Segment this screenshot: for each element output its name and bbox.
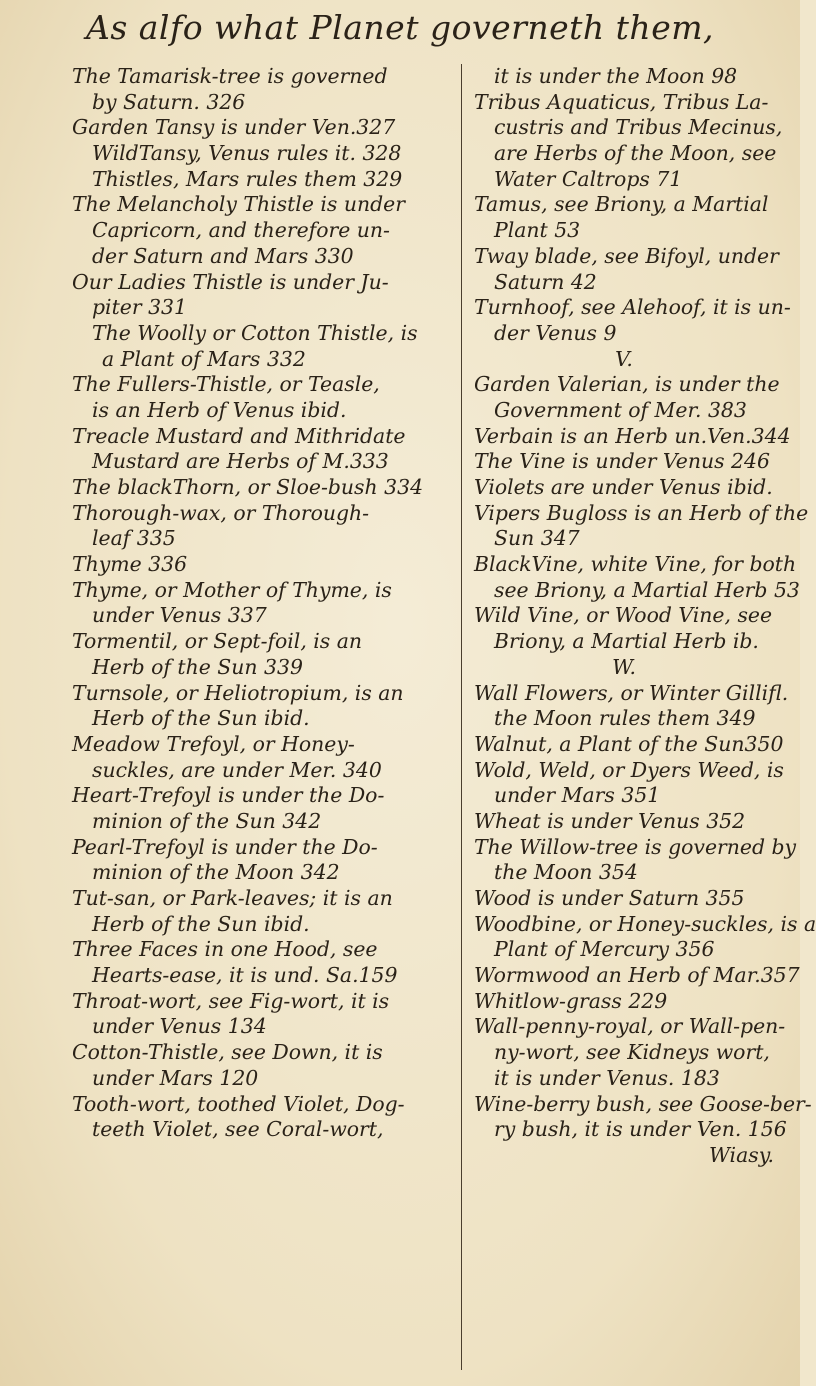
- index-entry: Herb of the Sun ibid.: [92, 911, 310, 936]
- index-entry: Our Ladies Thistle is under Ju-: [72, 269, 389, 294]
- index-entry: Capricorn, and therefore un-: [92, 218, 390, 243]
- index-entry: Briony, a Martial Herb ib.: [494, 629, 759, 654]
- index-entry: Herb of the Sun 339: [92, 654, 303, 679]
- index-entry: Tut-san, or Park-leaves; it is an: [72, 886, 393, 910]
- index-entry: The Melancholy Thistle is under: [72, 192, 405, 217]
- section-letter: V.: [615, 346, 633, 371]
- index-entry: Wood is under Saturn 355: [474, 886, 745, 910]
- index-entry: Cotton-Thistle, see Down, it is: [72, 1040, 383, 1065]
- index-entry: Tormentil, or Sept-foil, is an: [72, 629, 363, 654]
- index-entry: Tamus, see Briony, a Martial: [474, 192, 769, 217]
- index-entry: Wormwood an Herb of Mar.357: [474, 963, 800, 988]
- index-entry: Violets are under Venus ibid.: [474, 475, 773, 499]
- catchword: Wiasy.: [708, 1142, 774, 1167]
- index-entry: is an Herb of Venus ibid.: [92, 397, 347, 422]
- index-entry: minion of the Sun 342: [92, 808, 322, 833]
- index-entry: under Mars 351: [494, 783, 661, 808]
- index-entry: der Venus 9: [494, 320, 617, 345]
- index-entry: by Saturn. 326: [92, 89, 246, 114]
- index-entry: under Venus 134: [92, 1014, 267, 1039]
- index-entry: Pearl-Trefoyl is under the Do-: [72, 834, 378, 859]
- index-entry: ny-wort, see Kidneys wort,: [494, 1040, 770, 1065]
- index-entry: Wall-penny-royal, or Wall-pen-: [474, 1014, 786, 1039]
- index-entry: The Tamarisk-tree is governed: [72, 64, 388, 88]
- index-entry: the Moon 354: [494, 860, 638, 885]
- index-entry: leaf 335: [92, 526, 176, 551]
- index-entry: Verbain is an Herb un.Ven.344: [474, 423, 791, 448]
- index-entry: under Venus 337: [92, 603, 267, 628]
- index-entry: The Fullers-Thistle, or Teasle,: [72, 372, 380, 397]
- index-entry: Treacle Mustard and Mithridate: [72, 423, 406, 448]
- index-entry: Wold, Weld, or Dyers Weed, is: [474, 757, 784, 782]
- index-entry: Wheat is under Venus 352: [474, 808, 746, 833]
- index-entry: Garden Tansy is under Ven.327: [72, 115, 396, 140]
- index-entry: custris and Tribus Mecinus,: [494, 115, 783, 140]
- index-entry: Whitlow-grass 229: [474, 988, 668, 1013]
- index-entry: Wall Flowers, or Winter Gillifl.: [474, 680, 789, 705]
- index-entry: Mustard are Herbs of M.333: [92, 449, 389, 474]
- index-entry: the Moon rules them 349: [494, 706, 756, 731]
- index-entry: Herb of the Sun ibid.: [92, 706, 310, 731]
- index-entry: Three Faces in one Hood, see: [72, 937, 378, 962]
- index-entry: Thyme, or Mother of Thyme, is: [72, 577, 392, 602]
- index-entry: Thorough-wax, or Thorough-: [72, 500, 370, 525]
- index-entry: under Mars 120: [92, 1065, 259, 1090]
- index-entry: Tribus Aquaticus, Tribus La-: [474, 89, 769, 114]
- index-entry: it is under the Moon 98: [494, 64, 738, 88]
- index-entry: Thyme 336: [72, 552, 188, 577]
- index-entry: teeth Violet, see Coral-wort,: [92, 1117, 384, 1142]
- left-column: [72, 64, 450, 1143]
- index-entry: Vipers Bugloss is an Herb of the: [474, 500, 809, 525]
- index-entry: The Vine is under Venus 246: [474, 449, 770, 474]
- section-letter: W.: [612, 654, 636, 679]
- index-entry: are Herbs of the Moon, see: [494, 141, 777, 166]
- column-divider: [461, 64, 462, 1370]
- index-entry: Hearts-ease, it is und. Sa.159: [92, 963, 398, 988]
- index-entry: Turnhoof, see Alehoof, it is un-: [474, 295, 791, 320]
- index-entry: Saturn 42: [494, 269, 597, 294]
- index-entry: Sun 347: [494, 526, 580, 551]
- index-entry: Tway blade, see Bifoyl, under: [474, 243, 779, 268]
- index-entry: Heart-Trefoyl is under the Do-: [72, 783, 385, 808]
- index-entry: Plant of Mercury 356: [494, 937, 715, 962]
- index-entry: Wine-berry bush, see Goose-ber-: [474, 1091, 812, 1116]
- index-entry: Walnut, a Plant of the Sun350: [474, 731, 784, 756]
- index-entry: Turnsole, or Heliotropium, is an: [72, 680, 404, 705]
- index-entry: it is under Venus. 183: [494, 1065, 720, 1090]
- index-entry: The blackThorn, or Sloe-bush 334: [72, 475, 424, 499]
- index-entry: Thistles, Mars rules them 329: [92, 166, 403, 191]
- index-entry: BlackVine, white Vine, for both: [474, 552, 797, 577]
- page-header: As alfo what Planet governeth them,: [86, 8, 714, 47]
- index-entry: Plant 53: [494, 218, 581, 243]
- index-entry: ry bush, it is under Ven. 156: [494, 1117, 787, 1142]
- index-entry: der Saturn and Mars 330: [92, 243, 354, 268]
- index-entry: suckles, are under Mer. 340: [92, 757, 382, 782]
- index-entry: The Willow-tree is governed by: [474, 834, 797, 859]
- index-entry: Government of Mer. 383: [494, 397, 747, 422]
- index-entry: piter 331: [92, 295, 187, 320]
- index-entry: Tooth-wort, toothed Violet, Dog-: [72, 1091, 405, 1116]
- right-column: [474, 64, 816, 1169]
- index-entry: The Woolly or Cotton Thistle, is: [92, 320, 418, 345]
- index-entry: WildTansy, Venus rules it. 328: [92, 141, 402, 166]
- index-entry: Water Caltrops 71: [494, 166, 683, 191]
- index-entry: a Plant of Mars 332: [102, 346, 306, 371]
- index-entry: Throat-wort, see Fig-wort, it is: [72, 988, 390, 1013]
- index-entry: Wild Vine, or Wood Vine, see: [474, 603, 773, 628]
- index-entry: Meadow Trefoyl, or Honey-: [72, 731, 355, 756]
- index-entry: Garden Valerian, is under the: [474, 372, 780, 397]
- index-entry: Woodbine, or Honey-suckles, is a: [474, 911, 816, 936]
- index-entry: minion of the Moon 342: [92, 860, 340, 885]
- index-entry: see Briony, a Martial Herb 53: [494, 577, 800, 602]
